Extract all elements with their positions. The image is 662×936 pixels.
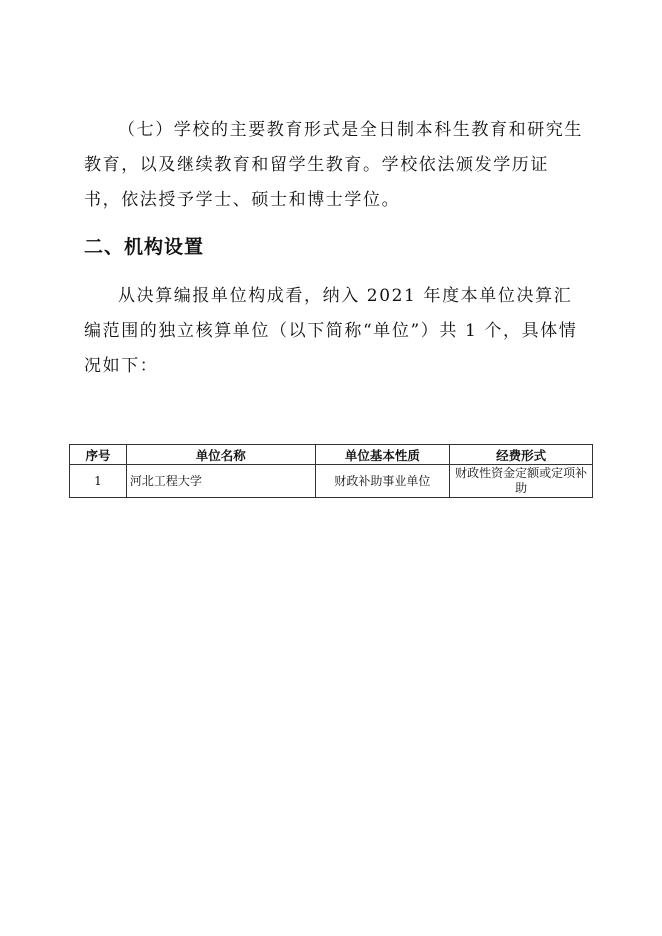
cell-no: 1 (70, 465, 127, 498)
cell-unit-nature: 财政补助事业单位 (315, 465, 450, 498)
section-heading-organization: 二、机构设置 (84, 236, 205, 258)
cell-unit-name: 河北工程大学 (126, 465, 315, 498)
table-header-row (70, 445, 593, 465)
unit-table (69, 444, 593, 498)
header-unit-name: 单位名称 (126, 445, 315, 465)
header-no: 序号 (70, 445, 127, 465)
header-funding-form: 经费形式 (450, 445, 593, 465)
header-unit-nature: 单位基本性质 (315, 445, 450, 465)
paragraph-unit-composition: 从决算编报单位构成看，纳入 2021 年度本单位决算汇编范围的独立核算单位（以下简称“单位”）共 1 个，具体情况如下： (84, 286, 578, 376)
paragraph-education-forms: （七）学校的主要教育形式是全日制本科生教育和研究生教育，以及继续教育和留学生教育。学校依法颁发学历证书，依法授予学士、硕士和博士学位。 (84, 120, 583, 210)
table-row (70, 465, 593, 498)
cell-funding-form: 财政性资金定额或定项补助 (450, 465, 593, 498)
